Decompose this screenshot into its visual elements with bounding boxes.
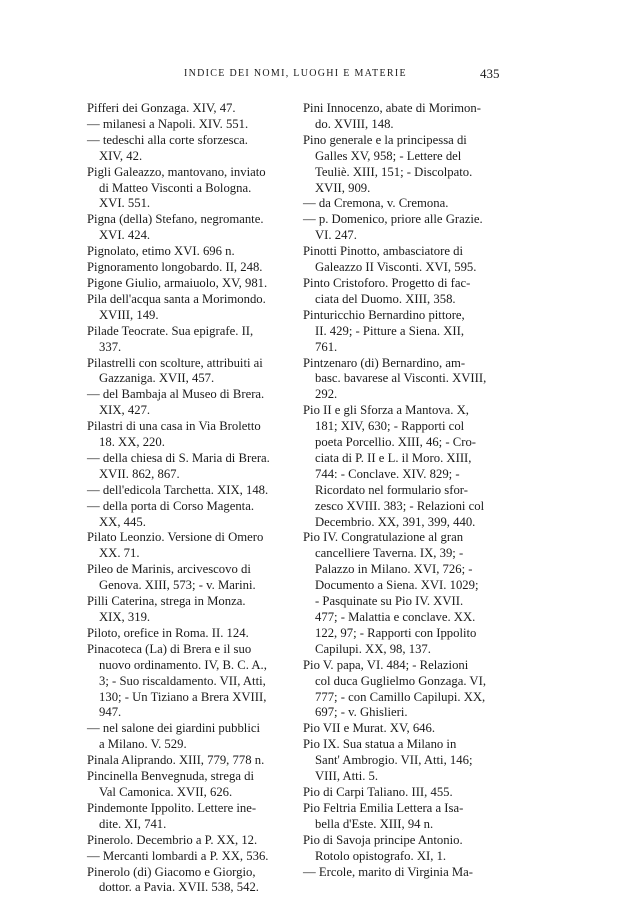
- entry-line: Pincinella Benvegnuda, strega di: [87, 769, 255, 784]
- page-number: 435: [480, 66, 500, 81]
- index-entry: [303, 196, 513, 212]
- entry-line: Pinturicchio Bernardino pittore,: [303, 307, 465, 322]
- entry-line: Pilade Teocrate. Sua epigrafe. II,: [87, 323, 254, 338]
- entry-continuation: Palazzo in Milano. XVI, 726; -: [315, 562, 473, 577]
- index-entry: [87, 276, 292, 292]
- index-entry: [87, 530, 292, 562]
- index-entry: [87, 499, 292, 531]
- index-entry: [303, 356, 513, 404]
- entry-line: Pinto Cristoforo. Progetto di fac-: [303, 275, 471, 290]
- entry-line: Pigna (della) Stefano, negromante.: [87, 212, 264, 227]
- index-entry: [87, 865, 292, 897]
- index-entry: [303, 133, 513, 197]
- entry-line: — da Cremona, v. Cremona.: [303, 196, 449, 211]
- entry-continuation: Gazzaniga. XVII, 457.: [99, 371, 215, 386]
- index-entry: [87, 117, 292, 133]
- entry-continuation: Teuliè. XIII, 151; - Discolpato.: [315, 164, 473, 179]
- index-entry: [87, 101, 292, 117]
- entry-line: — della porta di Corso Magenta.: [87, 498, 255, 513]
- entry-continuation: VIII, Atti. 5.: [315, 769, 379, 784]
- entry-continuation: poeta Porcellio. XIII, 46; - Cro-: [315, 435, 477, 450]
- index-entry: [303, 833, 513, 865]
- index-entry: [303, 101, 513, 133]
- index-entry: [303, 530, 513, 657]
- entry-continuation: dottor. a Pavia. XVII. 538, 542.: [99, 880, 259, 895]
- index-entry: [303, 658, 513, 722]
- entry-line: Pilli Caterina, strega in Monza.: [87, 594, 246, 609]
- right-column: [303, 101, 513, 880]
- index-entry: [87, 626, 292, 642]
- entry-continuation: Decembrio. XX, 391, 399, 440.: [315, 514, 476, 529]
- entry-line: — milanesi a Napoli. XIV. 551.: [87, 116, 249, 131]
- entry-line: Pinotti Pinotto, ambasciatore di: [303, 244, 463, 259]
- entry-line: Pileo de Marinis, arcivescovo di: [87, 562, 251, 577]
- entry-continuation: II. 429; - Pitture a Siena. XII,: [315, 323, 465, 338]
- index-entry: [87, 260, 292, 276]
- entry-line: Piloto, orefice in Roma. II. 124.: [87, 625, 249, 640]
- entry-continuation: col duca Guglielmo Gonzaga. VI,: [315, 673, 486, 688]
- entry-line: Pio di Savoja principe Antonio.: [303, 832, 463, 847]
- index-entry: [87, 769, 292, 801]
- entry-line: Pio Feltria Emilia Lettera a Isa-: [303, 800, 464, 815]
- index-entry: [87, 833, 292, 849]
- index-entry: [303, 244, 513, 276]
- index-entry: [303, 721, 513, 737]
- entry-continuation: 777; - con Camillo Capilupi. XX,: [315, 689, 486, 704]
- entry-continuation: cancelliere Taverna. IX, 39; -: [315, 546, 464, 561]
- entry-continuation: XIX, 427.: [99, 403, 151, 418]
- entry-line: — del Bambaja al Museo di Brera.: [87, 387, 265, 402]
- entry-line: Pinerolo (di) Giacomo e Giorgio,: [87, 864, 256, 879]
- entry-continuation: Val Camonica. XVII, 626.: [99, 784, 233, 799]
- left-column: [87, 101, 292, 896]
- entry-continuation: di Matteo Visconti a Bologna.: [99, 180, 252, 195]
- index-entry: [87, 387, 292, 419]
- index-entry: [87, 165, 292, 213]
- entry-line: — della chiesa di S. Maria di Brera.: [87, 450, 270, 465]
- entry-continuation: 130; - Un Tiziano a Brera XVIII,: [99, 689, 267, 704]
- index-entry: [87, 594, 292, 626]
- entry-continuation: Capilupi. XX, 98, 137.: [315, 641, 431, 656]
- entry-line: Pini Innocenzo, abate di Morimon-: [303, 101, 481, 115]
- entry-continuation: VI. 247.: [315, 228, 357, 243]
- entry-continuation: 181; XIV, 630; - Rapporti col: [315, 419, 465, 434]
- entry-line: — Ercole, marito di Virginia Ma-: [303, 864, 474, 879]
- index-entry: [87, 324, 292, 356]
- index-entry: [303, 403, 513, 530]
- entry-continuation: XVI. 424.: [99, 228, 151, 243]
- entry-line: — p. Domenico, priore alle Grazie.: [303, 212, 483, 227]
- entry-continuation: XX, 445.: [99, 514, 146, 529]
- entry-continuation: XIX, 319.: [99, 610, 151, 624]
- entry-continuation: 18. XX, 220.: [99, 435, 165, 450]
- index-entry: [303, 276, 513, 308]
- entry-continuation: Sant' Ambrogio. VII, Atti, 146;: [315, 753, 473, 768]
- entry-continuation: ciata di P. II e L. il Moro. XIII,: [315, 450, 472, 465]
- entry-line: Pigone Giulio, armaiuolo, XV, 981.: [87, 275, 268, 290]
- entry-continuation: 292.: [315, 387, 338, 402]
- index-entry: [87, 244, 292, 260]
- entry-continuation: XX. 71.: [99, 546, 140, 561]
- entry-line: Pio IV. Congratulazione al gran: [303, 530, 464, 545]
- index-entry: [87, 562, 292, 594]
- entry-continuation: do. XVIII, 148.: [315, 116, 394, 131]
- entry-continuation: 477; - Malattia e conclave. XX.: [315, 610, 476, 624]
- entry-line: Pinacoteca (La) di Brera e il suo: [87, 641, 252, 656]
- entry-line: Pio IX. Sua statua a Milano in: [303, 737, 457, 752]
- index-entry: [87, 849, 292, 865]
- index-entry: [87, 212, 292, 244]
- entry-line: — dell'edicola Tarchetta. XIX, 148.: [87, 482, 269, 497]
- index-entry: [303, 865, 513, 881]
- entry-line: Pio VII e Murat. XV, 646.: [303, 721, 436, 736]
- entry-continuation: zesco XVIII. 383; - Relazioni col: [315, 498, 485, 513]
- entry-line: Pio V. papa, VI. 484; - Relazioni: [303, 657, 469, 672]
- entry-continuation: 761.: [315, 339, 338, 354]
- entry-continuation: basc. bavarese al Visconti. XVIII,: [315, 371, 487, 386]
- index-entry: [87, 356, 292, 388]
- index-entry: [87, 292, 292, 324]
- index-entry: [303, 785, 513, 801]
- index-entry: [87, 483, 292, 499]
- index-entry: [87, 753, 292, 769]
- index-entry: [87, 721, 292, 753]
- entry-line: Pifferi dei Gonzaga. XIV, 47.: [87, 101, 236, 115]
- index-entry: [87, 419, 292, 451]
- entry-continuation: Galeazzo II Visconti. XVI, 595.: [315, 260, 477, 275]
- entry-line: Pila dell'acqua santa a Morimondo.: [87, 291, 266, 306]
- entry-continuation: - Pasquinate su Pio IV. XVII.: [315, 594, 464, 609]
- entry-continuation: dite. XI, 741.: [99, 816, 167, 831]
- entry-continuation: 697; - v. Ghislieri.: [315, 705, 408, 720]
- entry-line: Pinala Aliprando. XIII, 779, 778 n.: [87, 753, 265, 768]
- index-entry: [87, 801, 292, 833]
- entry-continuation: 337.: [99, 339, 122, 354]
- entry-line: Pignolato, etimo XVI. 696 n.: [87, 244, 235, 259]
- index-entry: [303, 212, 513, 244]
- entry-line: Pilato Leonzio. Versione di Omero: [87, 530, 264, 545]
- index-entry: [87, 451, 292, 483]
- entry-continuation: XIV, 42.: [99, 148, 143, 163]
- entry-line: Pintzenaro (di) Bernardino, am-: [303, 355, 466, 370]
- entry-continuation: Galles XV, 958; - Lettere del: [315, 148, 462, 163]
- index-entry: [303, 801, 513, 833]
- running-title: INDICE DEI NOMI, LUOGHI E MATERIE: [184, 68, 407, 79]
- entry-continuation: XVIII, 149.: [99, 307, 159, 322]
- index-entry: [303, 308, 513, 356]
- entry-continuation: a Milano. V. 529.: [99, 737, 187, 752]
- entry-line: — Mercanti lombardi a P. XX, 536.: [87, 848, 269, 863]
- entry-line: Pinerolo. Decembrio a P. XX, 12.: [87, 832, 258, 847]
- entry-continuation: XVII. 862, 867.: [99, 466, 180, 481]
- entry-line: Pignoramento longobardo. II, 248.: [87, 260, 263, 275]
- entry-line: — nel salone dei giardini pubblici: [87, 721, 261, 736]
- entry-continuation: XVII, 909.: [315, 180, 371, 195]
- index-entry: [303, 737, 513, 785]
- entry-continuation: ciata del Duomo. XIII, 358.: [315, 291, 456, 306]
- entry-continuation: 122, 97; - Rapporti con Ippolito: [315, 625, 477, 640]
- entry-continuation: 3; - Suo riscaldamento. VII, Atti,: [99, 673, 266, 688]
- entry-continuation: bella d'Este. XIII, 94 n.: [315, 816, 434, 831]
- entry-line: Pilastri di una casa in Via Broletto: [87, 419, 261, 434]
- entry-line: — tedeschi alla corte sforzesca.: [87, 132, 248, 147]
- entry-line: Pio di Carpi Taliano. III, 455.: [303, 784, 453, 799]
- entry-continuation: 744: - Conclave. XIV. 829; -: [315, 466, 460, 481]
- entry-line: Pio II e gli Sforza a Mantova. X,: [303, 403, 469, 418]
- index-entry: [87, 642, 292, 722]
- entry-continuation: nuovo ordinamento. IV, B. C. A.,: [99, 657, 267, 672]
- entry-continuation: Ricordato nel formulario sfor-: [315, 482, 469, 497]
- entry-continuation: Documento a Siena. XVI. 1029;: [315, 578, 479, 593]
- entry-continuation: 947.: [99, 705, 122, 720]
- entry-line: Pilastrelli con scolture, attribuiti ai: [87, 355, 263, 370]
- entry-line: Pigli Galeazzo, mantovano, inviato: [87, 164, 266, 179]
- entry-continuation: Rotolo opistografo. XI, 1.: [315, 848, 447, 863]
- index-entry: [87, 133, 292, 165]
- entry-line: Pindemonte Ippolito. Lettere ine-: [87, 800, 257, 815]
- entry-continuation: Genova. XIII, 573; - v. Marini.: [99, 578, 256, 593]
- entry-line: Pino generale e la principessa di: [303, 132, 467, 147]
- entry-continuation: XVI. 551.: [99, 196, 151, 211]
